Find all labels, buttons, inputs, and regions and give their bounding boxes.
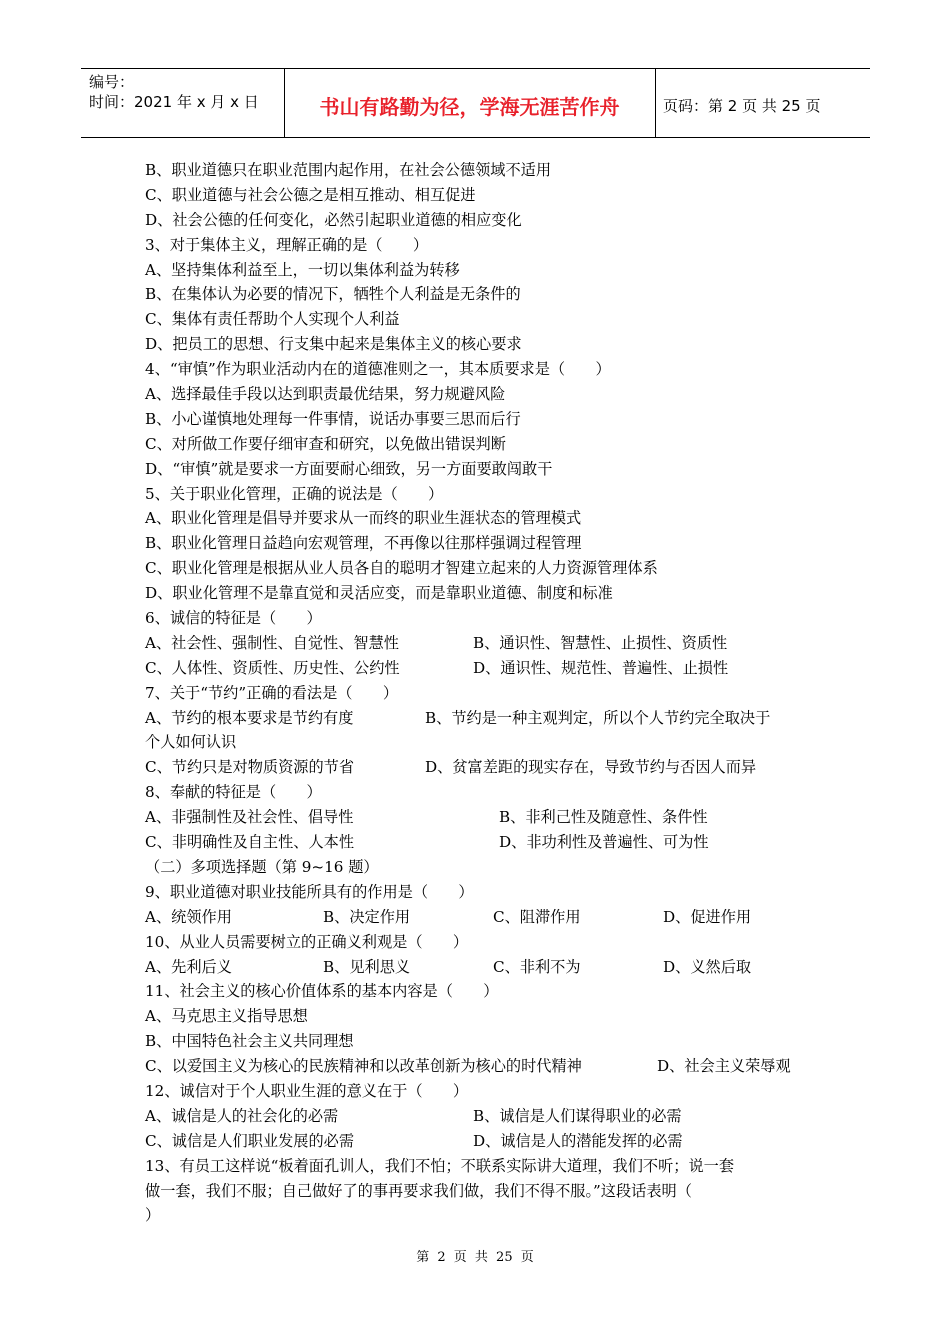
question-10-stem: 10、从业人员需要树立的正确义利观是（ ） (145, 932, 469, 951)
text-line: D、社会公德的任何变化，必然引起职业道德的相应变化 (145, 210, 522, 229)
option-row (145, 706, 815, 731)
option-row (145, 830, 815, 855)
option-text: D、非功利性及普遍性、可为性 (499, 833, 709, 852)
motto: 书山有路勤为径，学海无涯苦作舟 (319, 95, 620, 119)
header-meta-cell (81, 69, 285, 137)
text-line: A、职业化管理是倡导并要求从一而终的职业生涯状态的管理模式 (145, 509, 582, 528)
option-text: A、诚信是人的社会化的必需 (145, 1106, 339, 1125)
text-line: 个人如何认识 (145, 733, 237, 752)
text-line: C、职业道德与社会公德之是相互推动、相互促进 (145, 185, 476, 204)
option-text: C、以爱国主义为核心的民族精神和以改革创新为核心的时代精神 (145, 1057, 582, 1076)
option-row (145, 1129, 815, 1154)
header-page-cell (655, 69, 870, 137)
option-row (145, 631, 815, 656)
option-text: A、非强制性及社会性、倡导性 (145, 808, 354, 827)
text-line: D、职业化管理不是靠直觉和灵活应变，而是靠职业道德、制度和标准 (145, 584, 613, 603)
option-text: B、非利己性及随意性、条件性 (499, 808, 708, 827)
option-text: B、节约是一种主观判定，所以个人节约完全取决于 (425, 708, 771, 727)
text-line: B、职业道德只在职业范围内起作用，在社会公德领域不适用 (145, 161, 552, 179)
date-label: 时间：2021 年 x 月 x 日 (89, 93, 259, 111)
question-5-stem: 5、关于职业化管理，正确的说法是（ ） (145, 484, 444, 503)
option-row (145, 755, 815, 780)
question-4-stem: 4、“审慎”作为职业活动内在的道德准则之一，其本质要求是（ ） (145, 360, 611, 379)
option-text: A、节约的根本要求是节约有度 (145, 708, 354, 727)
header-motto-cell (284, 69, 656, 137)
option-text: A、社会性、强制性、自觉性、智慧性 (145, 633, 399, 652)
page-footer: 第 2 页 共 25 页 (416, 1250, 534, 1265)
option-text: D、诚信是人的潜能发挥的必需 (473, 1131, 683, 1150)
text-line: 做一套，我们不服；自己做好了的事再要求我们做，我们不得不服。”这段话表明（ (145, 1181, 692, 1200)
page-number-label: 页码：第 2 页 共 25 页 (663, 97, 821, 115)
option-text: D、贫富差距的现实存在，导致节约与否因人而异 (425, 758, 757, 777)
text-line: C、对所做工作要仔细审查和研究，以免做出错误判断 (145, 434, 506, 453)
text-line: C、职业化管理是根据从业人员各自的聪明才智建立起来的人力资源管理体系 (145, 559, 658, 578)
option-text: A、马克思主义指导思想 (145, 1007, 308, 1026)
text-line: B、职业化管理日益趋向宏观管理，不再像以往那样强调过程管理 (145, 534, 582, 553)
text-line: C、集体有责任帮助个人实现个人利益 (145, 310, 400, 329)
option-text: B、中国特色社会主义共同理想 (145, 1032, 354, 1051)
option-text: D、促进作用 (663, 907, 752, 926)
text-line: D、把员工的思想、行支集中起来是集体主义的核心要求 (145, 335, 522, 354)
question-11-stem: 11、社会主义的核心价值体系的基本内容是（ ） (145, 982, 499, 1001)
question-6-stem: 6、诚信的特征是（ ） (145, 609, 322, 628)
option-text: C、诚信是人们职业发展的必需 (145, 1131, 355, 1150)
number-label: 编号： (89, 73, 135, 91)
option-text: B、见利思义 (323, 957, 411, 976)
question-13-stem: 13、有员工这样说“板着面孔训人，我们不怕；不联系实际讲大道理，我们不听；说一套 (145, 1156, 735, 1175)
option-row (145, 656, 815, 681)
question-9-stem: 9、职业道德对职业技能所具有的作用是（ ） (145, 882, 474, 901)
option-text: B、诚信是人们谋得职业的必需 (473, 1106, 682, 1125)
option-text: C、人体性、资质性、历史性、公约性 (145, 658, 400, 677)
option-text: B、决定作用 (323, 907, 411, 926)
question-3-stem: 3、对于集体主义，理解正确的是（ ） (145, 235, 429, 254)
question-7-stem: 7、关于“节约”正确的看法是（ ） (145, 683, 399, 702)
option-text: C、节约只是对物质资源的节省 (145, 758, 355, 777)
text-line: B、小心谨慎地处理每一件事情，说话办事要三思而后行 (145, 409, 521, 428)
question-12-stem: 12、诚信对于个人职业生涯的意义在于（ ） (145, 1081, 469, 1100)
text-line: D、“审慎”就是要求一方面要耐心细致，另一方面要敢闯敢干 (145, 459, 553, 478)
option-text: C、非明确性及自主性、人本性 (145, 833, 355, 852)
text-line: A、选择最佳手段以达到职责最优结果，努力规避风险 (145, 385, 506, 404)
option-row (145, 955, 815, 980)
option-text: C、阻滞作用 (493, 907, 581, 926)
text-line: ） (145, 1206, 161, 1225)
option-text: D、通识性、规范性、普遍性、止损性 (473, 658, 729, 677)
option-text: A、先利后义 (145, 957, 232, 976)
text-line: A、坚持集体利益至上，一切以集体利益为转移 (145, 260, 460, 279)
option-row (145, 1104, 815, 1129)
option-text: A、统领作用 (145, 907, 232, 926)
option-text: D、社会主义荣辱观 (657, 1057, 791, 1076)
option-row (145, 805, 815, 830)
section-title: （二）多项选择题（第 9~16 题） (145, 857, 379, 876)
option-text: C、非利不为 (493, 957, 581, 976)
document-body (145, 158, 815, 1228)
option-row (145, 905, 815, 930)
question-8-stem: 8、奉献的特征是（ ） (145, 783, 322, 802)
option-row (145, 1054, 815, 1079)
option-text: D、义然后取 (663, 957, 752, 976)
page-header (81, 68, 870, 138)
text-line: B、在集体认为必要的情况下，牺牲个人利益是无条件的 (145, 285, 521, 304)
option-text: B、通识性、智慧性、止损性、资质性 (473, 633, 728, 652)
